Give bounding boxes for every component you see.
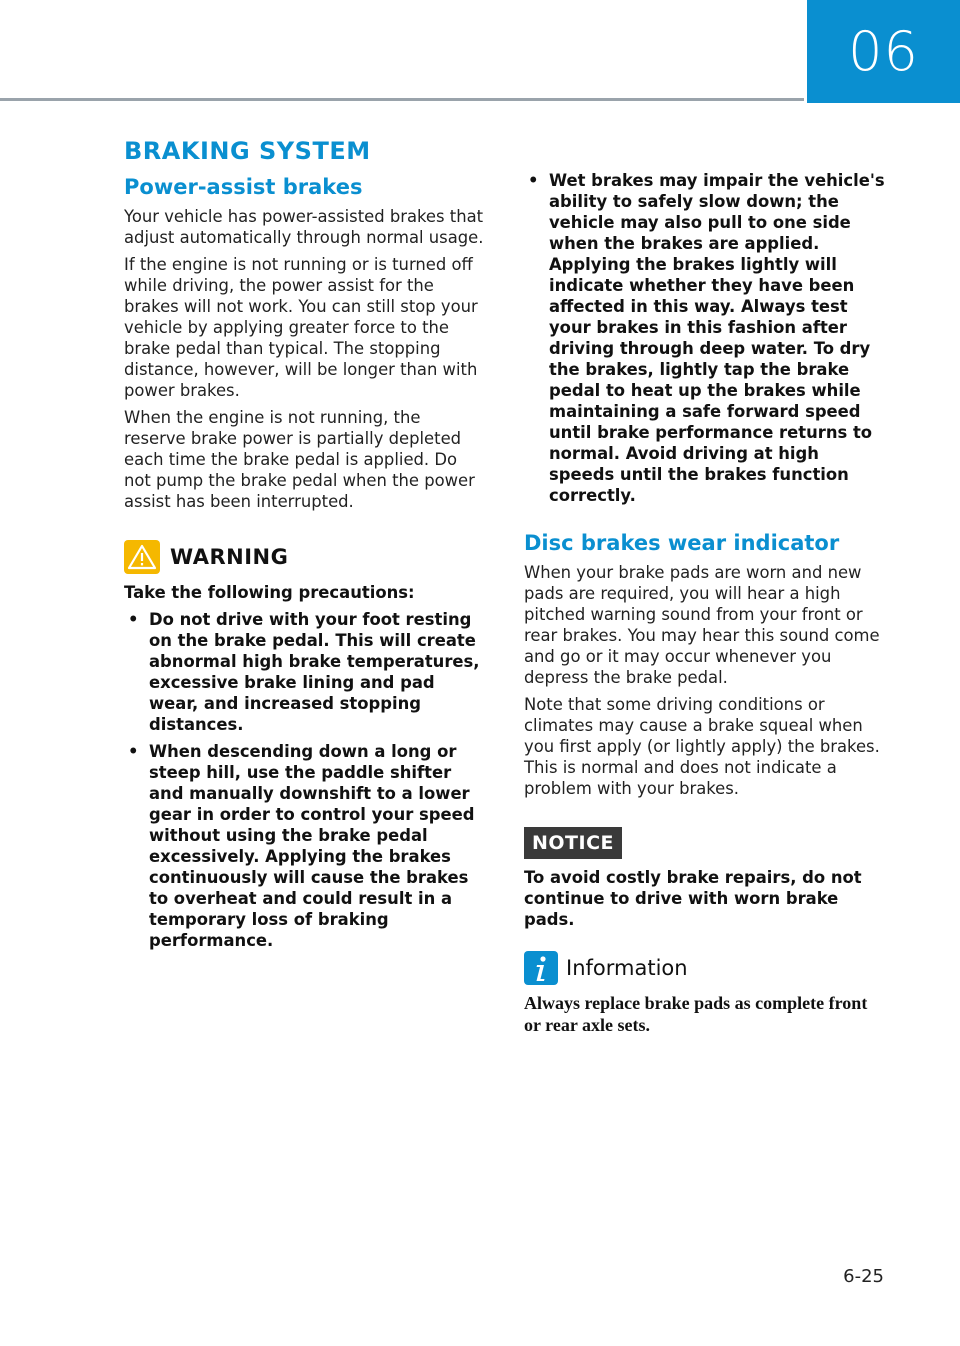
paragraph: Your vehicle has power-assisted brakes that adjust automatically through normal usage. bbox=[124, 207, 484, 247]
info-header bbox=[524, 950, 886, 986]
warning-intro: Take the following precautions: bbox=[124, 583, 415, 602]
info-icon bbox=[524, 951, 558, 985]
disc-brakes-heading: Disc brakes wear indicator bbox=[524, 531, 840, 555]
paragraph: When the engine is not running, the reserve brake power is partially depleted each time the brake pedal is applied. Do not pump the brake pedal when the power assist has been interrupted. bbox=[124, 408, 475, 511]
info-text: Always replace brake pads as complete front or rear axle sets. bbox=[524, 993, 868, 1035]
warning-triangle-icon bbox=[124, 540, 160, 574]
list-item-text: Do not drive with your foot resting on the brake pedal. This will create abnormal high brake temperatures, excessive brake lining and pad wear, and increased stopping distances. bbox=[149, 610, 480, 734]
chapter-tab: 06 bbox=[807, 0, 960, 103]
info-title: Information bbox=[566, 956, 688, 980]
section-title: BRAKING SYSTEM bbox=[124, 137, 371, 165]
right-column bbox=[524, 170, 886, 1036]
header-rule bbox=[0, 98, 804, 101]
list-item-text: Wet brakes may impair the vehicle's ability to safely slow down; the vehicle may also pull to one side when the brakes are applied. Applying the brakes lightly will indicate whether they have been affected in this way. Always test your brakes in this fashion after driving through deep water. To dry the brakes, lightly tap the brake pedal to heat up the brakes while maintaining a safe forward speed until brake performance returns to normal. Avoid driving at high speeds until the brakes function correctly. bbox=[549, 171, 885, 505]
list-item: • Do not drive with your foot resting on the brake pedal. This will create abnormal high brake temperatures, excessive brake lining and pad wear, and increased stopping distances. bbox=[128, 610, 480, 734]
notice-text: To avoid costly brake repairs, do not continue to drive with worn brake pads. bbox=[524, 868, 862, 929]
power-assist-heading: Power-assist brakes bbox=[124, 175, 363, 199]
list-item: • When descending down a long or steep hill, use the paddle shifter and manually downshift to a lower gear in order to control your speed without using the brake pedal excessively. Applying the brakes continuously will cause the brakes to overheat and could result in a temporary loss of braking performance. bbox=[128, 742, 475, 950]
paragraph: If the engine is not running or is turned off while driving, the power assist for the brakes will not work. You can still stop your vehicle by applying greater force to the brake pedal than typical. The stopping distance, however, will be longer than with power brakes. bbox=[124, 255, 478, 400]
warning-list bbox=[124, 609, 486, 951]
list-item-text: When descending down a long or steep hill, use the paddle shifter and manually downshift to a lower gear in order to control your speed without using the brake pedal excessively. Applying the brakes continuously will cause the brakes to overheat and could result in a temporary loss of braking performance. bbox=[149, 742, 475, 950]
list-item: • Wet brakes may impair the vehicle's ability to safely slow down; the vehicle may also pull to one side when the brakes are applied. Applying the brakes lightly will indicate whether they have been affected in this way. Always test your brakes in this fashion after driving through deep water. To dry the brakes, lightly tap the brake pedal to heat up the brakes while maintaining a safe forward speed until brake performance returns to normal. Avoid driving at high speeds until the brakes function correctly. bbox=[528, 171, 885, 505]
paragraph: Note that some driving conditions or climates may cause a brake squeal when you first apply (or lightly apply) the brakes. This is normal and does not indicate a problem with your brakes. bbox=[524, 695, 880, 798]
warning-header bbox=[124, 540, 486, 574]
paragraph: When your brake pads are worn and new pads are required, you will hear a high pitched warning sound from your front or rear brakes. You may hear this sound come and go or it may occur whenever you depress the brake pedal. bbox=[524, 563, 880, 687]
page-number: 6-25 bbox=[843, 1266, 884, 1287]
wet-brakes-list bbox=[524, 170, 886, 506]
warning-title: WARNING bbox=[170, 545, 289, 569]
left-column bbox=[124, 170, 486, 957]
notice-badge: NOTICE bbox=[524, 827, 622, 859]
